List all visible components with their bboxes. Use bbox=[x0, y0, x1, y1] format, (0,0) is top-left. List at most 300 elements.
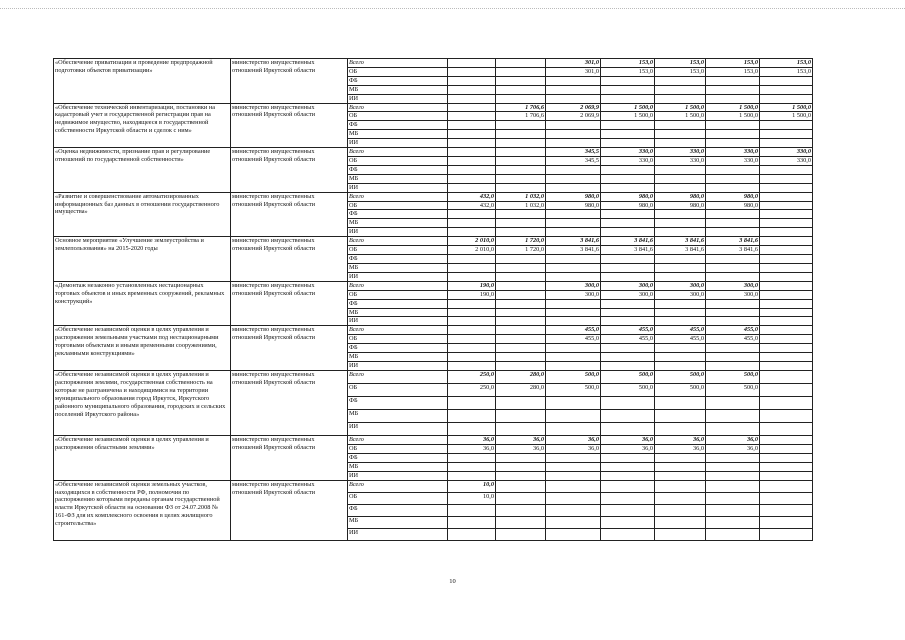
amount-cell bbox=[496, 76, 546, 85]
funding-source-cell: ФБ bbox=[348, 299, 448, 308]
amount-cell bbox=[655, 272, 706, 281]
amount-cell bbox=[496, 219, 546, 228]
amount-cell bbox=[706, 139, 760, 148]
amount-cell bbox=[655, 228, 706, 237]
amount-cell bbox=[760, 326, 813, 335]
responsible-executor-cell: министерство имущественных отношений Иркутской области bbox=[231, 480, 348, 540]
table-row bbox=[54, 281, 813, 290]
amount-cell bbox=[601, 353, 655, 362]
funding-source-cell: МБ bbox=[348, 516, 448, 528]
amount-cell bbox=[496, 255, 546, 264]
amount-cell bbox=[601, 174, 655, 183]
funding-source-cell: МБ bbox=[348, 353, 448, 362]
amount-cell bbox=[706, 410, 760, 423]
page-number: 10 bbox=[449, 578, 456, 585]
amount-cell: 153,0 bbox=[706, 59, 760, 68]
amount-cell bbox=[546, 480, 601, 492]
amount-cell bbox=[601, 423, 655, 436]
amount-cell bbox=[448, 76, 496, 85]
amount-cell bbox=[601, 362, 655, 371]
funding-source-cell: Всего bbox=[348, 192, 448, 201]
amount-cell: 300,0 bbox=[546, 281, 601, 290]
funding-source-cell: ФБ bbox=[348, 255, 448, 264]
funding-source-cell: ОБ bbox=[348, 246, 448, 255]
amount-cell bbox=[706, 353, 760, 362]
amount-cell bbox=[601, 471, 655, 480]
funding-source-cell: ФБ bbox=[348, 504, 448, 516]
amount-cell: 36,0 bbox=[601, 445, 655, 454]
funding-source-cell: МБ bbox=[348, 462, 448, 471]
amount-cell: 432,0 bbox=[448, 192, 496, 201]
amount-cell: 345,5 bbox=[546, 148, 601, 157]
amount-cell bbox=[546, 504, 601, 516]
amount-cell bbox=[760, 228, 813, 237]
table-row bbox=[54, 59, 813, 68]
amount-cell bbox=[655, 344, 706, 353]
amount-cell: 10,0 bbox=[448, 492, 496, 504]
amount-cell bbox=[496, 423, 546, 436]
amount-cell bbox=[546, 263, 601, 272]
amount-cell: 36,0 bbox=[496, 445, 546, 454]
amount-cell: 500,0 bbox=[655, 371, 706, 384]
amount-cell bbox=[496, 516, 546, 528]
amount-cell bbox=[655, 219, 706, 228]
amount-cell bbox=[655, 85, 706, 94]
amount-cell: 980,0 bbox=[655, 201, 706, 210]
responsible-executor-cell: министерство имущественных отношений Иркутской области bbox=[231, 436, 348, 481]
amount-cell: 345,5 bbox=[546, 156, 601, 165]
amount-cell: 455,0 bbox=[706, 335, 760, 344]
amount-cell: 980,0 bbox=[601, 201, 655, 210]
amount-cell: 190,0 bbox=[448, 281, 496, 290]
amount-cell: 190,0 bbox=[448, 290, 496, 299]
amount-cell bbox=[496, 335, 546, 344]
activity-name-cell: Основное мероприятие «Улучшение землеустройства и землепользования» на 2015-2020 годы bbox=[54, 237, 231, 282]
responsible-executor-cell: министерство имущественных отношений Иркутской области bbox=[231, 103, 348, 148]
funding-source-cell: ФБ bbox=[348, 210, 448, 219]
amount-cell: 3 841,6 bbox=[601, 246, 655, 255]
funding-source-cell: ОБ bbox=[348, 67, 448, 76]
amount-cell: 500,0 bbox=[706, 371, 760, 384]
amount-cell: 980,0 bbox=[601, 192, 655, 201]
funding-source-cell: ФБ bbox=[348, 121, 448, 130]
funding-source-cell: ИИ bbox=[348, 423, 448, 436]
amount-cell: 3 841,6 bbox=[706, 246, 760, 255]
amount-cell bbox=[496, 362, 546, 371]
funding-source-cell: Всего bbox=[348, 326, 448, 335]
amount-cell bbox=[448, 504, 496, 516]
amount-cell bbox=[760, 436, 813, 445]
activity-name-cell: «Обеспечение приватизации и проведение предпродажной подготовки объектов приватизации» bbox=[54, 59, 231, 104]
amount-cell bbox=[760, 445, 813, 454]
amount-cell bbox=[655, 516, 706, 528]
amount-cell: 36,0 bbox=[448, 436, 496, 445]
amount-cell: 36,0 bbox=[655, 436, 706, 445]
amount-cell: 455,0 bbox=[601, 335, 655, 344]
table-row bbox=[54, 103, 813, 112]
amount-cell: 153,0 bbox=[601, 59, 655, 68]
amount-cell bbox=[496, 462, 546, 471]
amount-cell bbox=[601, 480, 655, 492]
amount-cell bbox=[496, 272, 546, 281]
amount-cell: 980,0 bbox=[546, 192, 601, 201]
amount-cell: 330,0 bbox=[655, 148, 706, 157]
amount-cell bbox=[760, 183, 813, 192]
amount-cell bbox=[496, 165, 546, 174]
amount-cell bbox=[706, 528, 760, 540]
amount-cell bbox=[496, 121, 546, 130]
amount-cell bbox=[546, 362, 601, 371]
amount-cell bbox=[496, 504, 546, 516]
amount-cell bbox=[655, 471, 706, 480]
amount-cell bbox=[760, 516, 813, 528]
amount-cell bbox=[601, 272, 655, 281]
amount-cell bbox=[448, 335, 496, 344]
amount-cell bbox=[546, 453, 601, 462]
funding-source-cell: МБ bbox=[348, 85, 448, 94]
amount-cell: 300,0 bbox=[706, 290, 760, 299]
amount-cell bbox=[706, 121, 760, 130]
amount-cell bbox=[448, 528, 496, 540]
amount-cell bbox=[706, 471, 760, 480]
amount-cell bbox=[546, 528, 601, 540]
amount-cell bbox=[655, 317, 706, 326]
amount-cell: 153,0 bbox=[655, 59, 706, 68]
amount-cell bbox=[760, 281, 813, 290]
amount-cell bbox=[760, 263, 813, 272]
amount-cell bbox=[760, 272, 813, 281]
activity-name-cell: «Обеспечение независимой оценки в целях управления и распоряжения земельными участками под нестационарными торговыми объектами и иными временными сооружениями, рекламными конструкциями» bbox=[54, 326, 231, 371]
funding-source-cell: Всего bbox=[348, 59, 448, 68]
amount-cell bbox=[448, 148, 496, 157]
amount-cell bbox=[601, 492, 655, 504]
amount-cell bbox=[448, 308, 496, 317]
amount-cell: 3 841,6 bbox=[546, 246, 601, 255]
amount-cell bbox=[760, 410, 813, 423]
activity-name-cell: «Обеспечение технической инвентаризации, постановки на кадастровый учет и государственной регистрации прав на недвижимое имущество, находящееся в государственной собственности Иркутской области и сделок с ним» bbox=[54, 103, 231, 148]
funding-source-cell: Всего bbox=[348, 103, 448, 112]
amount-cell bbox=[706, 272, 760, 281]
amount-cell: 153,0 bbox=[655, 67, 706, 76]
funding-source-cell: ИИ bbox=[348, 317, 448, 326]
amount-cell bbox=[706, 462, 760, 471]
amount-cell bbox=[760, 174, 813, 183]
amount-cell bbox=[706, 317, 760, 326]
amount-cell: 36,0 bbox=[546, 436, 601, 445]
amount-cell: 250,0 bbox=[448, 371, 496, 384]
amount-cell: 980,0 bbox=[655, 192, 706, 201]
amount-cell bbox=[706, 174, 760, 183]
amount-cell: 300,0 bbox=[546, 290, 601, 299]
amount-cell: 36,0 bbox=[601, 436, 655, 445]
amount-cell bbox=[760, 317, 813, 326]
funding-source-cell: Всего bbox=[348, 480, 448, 492]
amount-cell bbox=[706, 423, 760, 436]
amount-cell bbox=[760, 492, 813, 504]
amount-cell: 36,0 bbox=[546, 445, 601, 454]
amount-cell bbox=[760, 201, 813, 210]
funding-source-cell: ИИ bbox=[348, 183, 448, 192]
amount-cell bbox=[706, 397, 760, 410]
amount-cell: 1 500,0 bbox=[760, 103, 813, 112]
amount-cell bbox=[448, 85, 496, 94]
funding-source-cell: МБ bbox=[348, 130, 448, 139]
amount-cell: 330,0 bbox=[706, 156, 760, 165]
amount-cell bbox=[706, 94, 760, 103]
amount-cell bbox=[496, 290, 546, 299]
funding-source-cell: ИИ bbox=[348, 272, 448, 281]
amount-cell bbox=[496, 210, 546, 219]
amount-cell bbox=[496, 410, 546, 423]
amount-cell bbox=[546, 492, 601, 504]
amount-cell bbox=[706, 480, 760, 492]
amount-cell bbox=[496, 183, 546, 192]
amount-cell bbox=[760, 76, 813, 85]
amount-cell bbox=[601, 139, 655, 148]
responsible-executor-cell: министерство имущественных отношений Иркутской области bbox=[231, 237, 348, 282]
amount-cell: 153,0 bbox=[706, 67, 760, 76]
amount-cell bbox=[706, 299, 760, 308]
amount-cell bbox=[706, 344, 760, 353]
amount-cell bbox=[706, 85, 760, 94]
amount-cell: 36,0 bbox=[496, 436, 546, 445]
amount-cell bbox=[448, 423, 496, 436]
amount-cell bbox=[496, 480, 546, 492]
amount-cell bbox=[601, 528, 655, 540]
amount-cell bbox=[496, 94, 546, 103]
amount-cell: 330,0 bbox=[760, 148, 813, 157]
amount-cell bbox=[706, 453, 760, 462]
amount-cell bbox=[546, 317, 601, 326]
activity-name-cell: «Оценка недвижимости, признание прав и регулирование отношений по государственной собственности» bbox=[54, 148, 231, 193]
amount-cell bbox=[760, 528, 813, 540]
funding-source-cell: ОБ bbox=[348, 335, 448, 344]
table-row bbox=[54, 326, 813, 335]
amount-cell bbox=[601, 219, 655, 228]
amount-cell bbox=[448, 183, 496, 192]
amount-cell bbox=[655, 362, 706, 371]
amount-cell bbox=[601, 76, 655, 85]
amount-cell bbox=[546, 174, 601, 183]
amount-cell bbox=[760, 246, 813, 255]
amount-cell bbox=[760, 423, 813, 436]
funding-source-cell: ИИ bbox=[348, 94, 448, 103]
amount-cell bbox=[655, 410, 706, 423]
amount-cell: 301,0 bbox=[546, 59, 601, 68]
amount-cell bbox=[496, 528, 546, 540]
amount-cell bbox=[601, 317, 655, 326]
amount-cell: 330,0 bbox=[601, 156, 655, 165]
amount-cell: 500,0 bbox=[655, 384, 706, 397]
amount-cell bbox=[655, 263, 706, 272]
amount-cell bbox=[760, 237, 813, 246]
amount-cell bbox=[760, 335, 813, 344]
amount-cell: 1 720,0 bbox=[496, 246, 546, 255]
amount-cell bbox=[760, 255, 813, 264]
amount-cell bbox=[546, 228, 601, 237]
amount-cell: 2 069,9 bbox=[546, 112, 601, 121]
amount-cell bbox=[448, 165, 496, 174]
funding-source-cell: ОБ bbox=[348, 156, 448, 165]
amount-cell bbox=[496, 130, 546, 139]
amount-cell bbox=[760, 344, 813, 353]
funding-source-cell: МБ bbox=[348, 308, 448, 317]
funding-source-cell: ИИ bbox=[348, 228, 448, 237]
amount-cell bbox=[546, 423, 601, 436]
amount-cell bbox=[601, 410, 655, 423]
funding-source-cell: Всего bbox=[348, 148, 448, 157]
amount-cell bbox=[496, 148, 546, 157]
amount-cell bbox=[546, 76, 601, 85]
amount-cell bbox=[496, 85, 546, 94]
amount-cell: 3 841,6 bbox=[546, 237, 601, 246]
amount-cell bbox=[601, 165, 655, 174]
scan-top-edge bbox=[0, 0, 905, 9]
amount-cell bbox=[601, 504, 655, 516]
responsible-executor-cell: министерство имущественных отношений Иркутской области bbox=[231, 192, 348, 237]
amount-cell bbox=[496, 299, 546, 308]
amount-cell: 1 500,0 bbox=[655, 103, 706, 112]
amount-cell bbox=[706, 76, 760, 85]
amount-cell: 300,0 bbox=[655, 281, 706, 290]
funding-source-cell: ФБ bbox=[348, 165, 448, 174]
amount-cell bbox=[760, 299, 813, 308]
funding-source-cell: ИИ bbox=[348, 362, 448, 371]
amount-cell: 2 069,9 bbox=[546, 103, 601, 112]
amount-cell bbox=[760, 192, 813, 201]
table-row bbox=[54, 148, 813, 157]
amount-cell: 1 032,0 bbox=[496, 192, 546, 201]
amount-cell: 1 500,0 bbox=[601, 112, 655, 121]
amount-cell bbox=[601, 130, 655, 139]
responsible-executor-cell: министерство имущественных отношений Иркутской области bbox=[231, 59, 348, 104]
amount-cell bbox=[760, 353, 813, 362]
amount-cell bbox=[496, 353, 546, 362]
funding-source-cell: ОБ bbox=[348, 492, 448, 504]
responsible-executor-cell: министерство имущественных отношений Иркутской области bbox=[231, 371, 348, 436]
table-row bbox=[54, 237, 813, 246]
amount-cell bbox=[655, 121, 706, 130]
funding-source-cell: ОБ bbox=[348, 384, 448, 397]
funding-source-cell: Всего bbox=[348, 436, 448, 445]
amount-cell bbox=[448, 130, 496, 139]
amount-cell: 1 706,6 bbox=[496, 112, 546, 121]
amount-cell bbox=[655, 130, 706, 139]
funding-source-cell: ФБ bbox=[348, 453, 448, 462]
table-row bbox=[54, 480, 813, 492]
amount-cell bbox=[496, 492, 546, 504]
funding-source-cell: ИИ bbox=[348, 139, 448, 148]
amount-cell: 301,0 bbox=[546, 67, 601, 76]
amount-cell: 1 032,0 bbox=[496, 201, 546, 210]
amount-cell: 500,0 bbox=[546, 384, 601, 397]
amount-cell bbox=[496, 174, 546, 183]
amount-cell bbox=[448, 362, 496, 371]
amount-cell: 3 841,6 bbox=[706, 237, 760, 246]
amount-cell bbox=[760, 308, 813, 317]
amount-cell bbox=[706, 263, 760, 272]
amount-cell bbox=[546, 272, 601, 281]
table-row bbox=[54, 436, 813, 445]
amount-cell: 455,0 bbox=[655, 326, 706, 335]
funding-source-cell: ОБ bbox=[348, 290, 448, 299]
amount-cell: 980,0 bbox=[706, 192, 760, 201]
amount-cell bbox=[448, 210, 496, 219]
amount-cell bbox=[601, 462, 655, 471]
amount-cell bbox=[601, 397, 655, 410]
amount-cell: 980,0 bbox=[546, 201, 601, 210]
amount-cell bbox=[546, 299, 601, 308]
amount-cell bbox=[496, 317, 546, 326]
amount-cell bbox=[546, 139, 601, 148]
amount-cell: 300,0 bbox=[601, 290, 655, 299]
amount-cell: 1 720,0 bbox=[496, 237, 546, 246]
amount-cell bbox=[706, 183, 760, 192]
amount-cell: 3 841,6 bbox=[655, 237, 706, 246]
amount-cell bbox=[546, 308, 601, 317]
amount-cell bbox=[546, 255, 601, 264]
amount-cell bbox=[601, 453, 655, 462]
amount-cell bbox=[448, 410, 496, 423]
activity-name-cell: «Обеспечение независимой оценки земельных участков, находящихся в собственности РФ, полномочия по распоряжению которыми переданы органам государственной власти Иркутской области на основании ФЗ от 24.07.2008 № 161-ФЗ для их комплексного освоения в целях жилищного строительства» bbox=[54, 480, 231, 540]
amount-cell: 330,0 bbox=[601, 148, 655, 157]
amount-cell bbox=[760, 397, 813, 410]
amount-cell bbox=[546, 471, 601, 480]
amount-cell bbox=[448, 326, 496, 335]
amount-cell bbox=[760, 94, 813, 103]
amount-cell bbox=[448, 103, 496, 112]
amount-cell bbox=[448, 228, 496, 237]
amount-cell: 330,0 bbox=[655, 156, 706, 165]
amount-cell bbox=[546, 353, 601, 362]
funding-source-cell: ОБ bbox=[348, 201, 448, 210]
amount-cell bbox=[760, 362, 813, 371]
amount-cell bbox=[760, 290, 813, 299]
amount-cell bbox=[655, 462, 706, 471]
amount-cell bbox=[546, 516, 601, 528]
amount-cell bbox=[601, 308, 655, 317]
amount-cell bbox=[448, 59, 496, 68]
funding-source-cell: ФБ bbox=[348, 397, 448, 410]
amount-cell bbox=[655, 504, 706, 516]
amount-cell bbox=[655, 255, 706, 264]
funding-source-cell: МБ bbox=[348, 174, 448, 183]
amount-cell bbox=[546, 165, 601, 174]
amount-cell bbox=[760, 471, 813, 480]
responsible-executor-cell: министерство имущественных отношений Иркутской области bbox=[231, 281, 348, 326]
amount-cell bbox=[496, 139, 546, 148]
amount-cell: 36,0 bbox=[706, 445, 760, 454]
program-budget-table bbox=[53, 58, 813, 541]
activity-name-cell: «Обеспечение независимой оценки в целях управления и распоряжения землями, государственная собственность на которые не разграничена и находящимися на территории муниципального образования город Иркутск, Иркутского районного муниципального образования, городских и сельских поселений Иркутского района» bbox=[54, 371, 231, 436]
amount-cell bbox=[448, 272, 496, 281]
amount-cell: 500,0 bbox=[601, 384, 655, 397]
amount-cell bbox=[546, 121, 601, 130]
amount-cell: 1 500,0 bbox=[760, 112, 813, 121]
amount-cell: 1 500,0 bbox=[655, 112, 706, 121]
amount-cell bbox=[760, 130, 813, 139]
amount-cell: 330,0 bbox=[760, 156, 813, 165]
amount-cell bbox=[760, 384, 813, 397]
amount-cell bbox=[496, 228, 546, 237]
amount-cell bbox=[546, 85, 601, 94]
amount-cell bbox=[448, 516, 496, 528]
amount-cell bbox=[706, 362, 760, 371]
amount-cell bbox=[546, 219, 601, 228]
funding-source-cell: МБ bbox=[348, 410, 448, 423]
amount-cell bbox=[601, 263, 655, 272]
activity-name-cell: «Демонтаж незаконно установленных нестационарных торговых объектов и иных временных сооружений, рекламных конструкций» bbox=[54, 281, 231, 326]
